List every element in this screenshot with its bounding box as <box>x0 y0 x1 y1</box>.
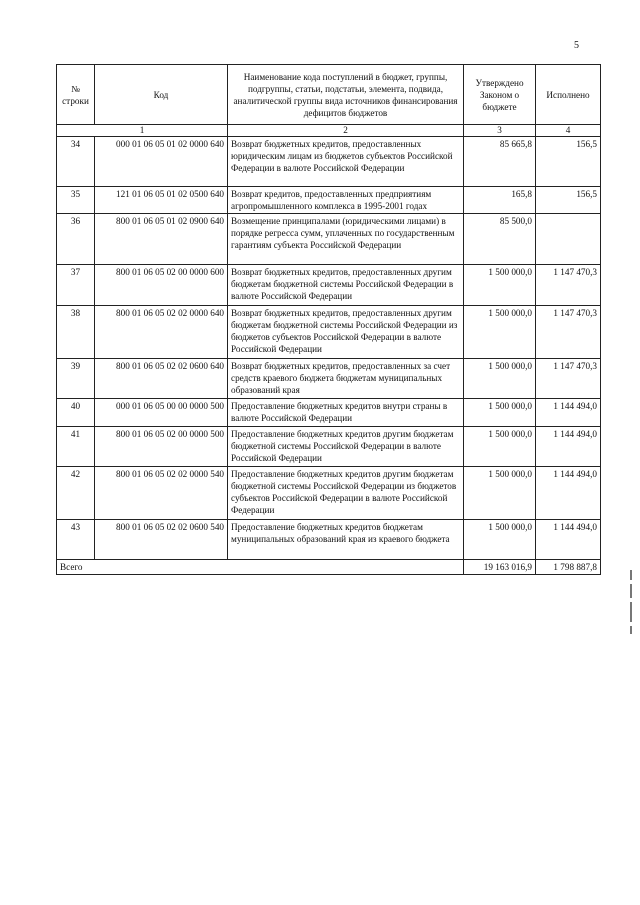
header-approved: Утверждено Законом о бюджете <box>464 65 536 125</box>
page-number: 5 <box>574 40 579 51</box>
row-executed <box>536 214 601 265</box>
row-approved: 1 500 000,0 <box>464 306 536 359</box>
row-executed: 156,5 <box>536 187 601 214</box>
column-number: 3 <box>464 125 536 137</box>
row-code: 121 01 06 05 01 02 0500 640 <box>95 187 228 214</box>
row-name: Предоставление бюджетных кредитов другим бюджетам бюджетной системы Российской Федерации в валюте Российской Федерации <box>228 427 464 467</box>
row-executed: 1 147 470,3 <box>536 306 601 359</box>
row-name: Возврат бюджетных кредитов, предоставленных другим бюджетам бюджетной системы Российской Федерации из бюджетов субъектов Российской Федерации в валюте Российской Федерации <box>228 306 464 359</box>
row-num: 36 <box>57 214 95 265</box>
table-row <box>57 265 601 306</box>
row-approved: 165,8 <box>464 187 536 214</box>
table-row <box>57 187 601 214</box>
row-num: 43 <box>57 520 95 560</box>
row-executed: 1 147 470,3 <box>536 265 601 306</box>
row-executed: 156,5 <box>536 137 601 187</box>
total-approved: 19 163 016,9 <box>464 560 536 575</box>
header-executed: Исполнено <box>536 65 601 125</box>
row-code: 800 01 06 05 02 02 0000 540 <box>95 467 228 520</box>
row-executed: 1 144 494,0 <box>536 520 601 560</box>
row-code: 800 01 06 05 02 02 0600 640 <box>95 359 228 399</box>
row-num: 35 <box>57 187 95 214</box>
row-num: 41 <box>57 427 95 467</box>
total-executed: 1 798 887,8 <box>536 560 601 575</box>
row-name: Предоставление бюджетных кредитов другим бюджетам бюджетной системы Российской Федерации из бюджетов субъектов Российской Федерации в валюте Российской Федерации <box>228 467 464 520</box>
table-row <box>57 467 601 520</box>
row-executed: 1 144 494,0 <box>536 399 601 427</box>
row-approved: 1 500 000,0 <box>464 520 536 560</box>
row-name: Возврат бюджетных кредитов, предоставленных за счет средств краевого бюджета бюджетам муниципальных образований края <box>228 359 464 399</box>
row-num: 38 <box>57 306 95 359</box>
table-row <box>57 399 601 427</box>
row-approved: 85 500,0 <box>464 214 536 265</box>
row-code: 800 01 06 05 01 02 0900 640 <box>95 214 228 265</box>
row-num: 39 <box>57 359 95 399</box>
table-row <box>57 137 601 187</box>
row-approved: 1 500 000,0 <box>464 359 536 399</box>
row-code: 800 01 06 05 02 02 0000 640 <box>95 306 228 359</box>
column-number: 2 <box>228 125 464 137</box>
total-label: Всего <box>57 560 464 575</box>
row-code: 000 01 06 05 01 02 0000 640 <box>95 137 228 187</box>
row-executed: 1 144 494,0 <box>536 427 601 467</box>
table-row <box>57 520 601 560</box>
column-number: 4 <box>536 125 601 137</box>
row-num: 37 <box>57 265 95 306</box>
row-executed: 1 144 494,0 <box>536 467 601 520</box>
row-code: 800 01 06 05 02 00 0000 600 <box>95 265 228 306</box>
row-num: 40 <box>57 399 95 427</box>
row-approved: 1 500 000,0 <box>464 399 536 427</box>
row-name: Возврат бюджетных кредитов, предоставленных юридическим лицам из бюджетов субъектов Российской Федерации в валюте Российской Федерации <box>228 137 464 187</box>
table-row <box>57 427 601 467</box>
row-name: Возмещение принципалами (юридическими лицами) в порядке регресса сумм, уплаченных по государственным гарантиям субъекта Российской Федерации <box>228 214 464 265</box>
table-header-row <box>57 65 601 125</box>
row-name: Предоставление бюджетных кредитов бюджетам муниципальных образований края из краевого бюджета <box>228 520 464 560</box>
column-number-row <box>57 125 601 137</box>
budget-table <box>56 64 601 575</box>
header-name: Наименование кода поступлений в бюджет, группы, подгруппы, статьи, подстатьи, элемента, подвида, аналитической группы вида источников финансирования дефицитов бюджетов <box>228 65 464 125</box>
row-name: Предоставление бюджетных кредитов внутри страны в валюте Российской Федерации <box>228 399 464 427</box>
row-approved: 1 500 000,0 <box>464 467 536 520</box>
row-num: 42 <box>57 467 95 520</box>
row-name: Возврат бюджетных кредитов, предоставленных другим бюджетам бюджетной системы Российской Федерации в валюте Российской Федерации <box>228 265 464 306</box>
row-approved: 85 665,8 <box>464 137 536 187</box>
row-approved: 1 500 000,0 <box>464 427 536 467</box>
table-body <box>57 137 601 575</box>
table-row <box>57 306 601 359</box>
row-code: 800 01 06 05 02 00 0000 500 <box>95 427 228 467</box>
total-row <box>57 560 601 575</box>
row-code: 000 01 06 05 00 00 0000 500 <box>95 399 228 427</box>
column-number: 1 <box>57 125 228 137</box>
row-num: 34 <box>57 137 95 187</box>
row-code: 800 01 06 05 02 02 0600 540 <box>95 520 228 560</box>
row-approved: 1 500 000,0 <box>464 265 536 306</box>
header-num: № строки <box>57 65 95 125</box>
table-row <box>57 214 601 265</box>
header-code: Код <box>95 65 228 125</box>
row-executed: 1 147 470,3 <box>536 359 601 399</box>
row-name: Возврат кредитов, предоставленных предприятиям агропромышленного комплекса в 1995-2001 годах <box>228 187 464 214</box>
scan-edge-marks <box>628 566 634 656</box>
table-row <box>57 359 601 399</box>
